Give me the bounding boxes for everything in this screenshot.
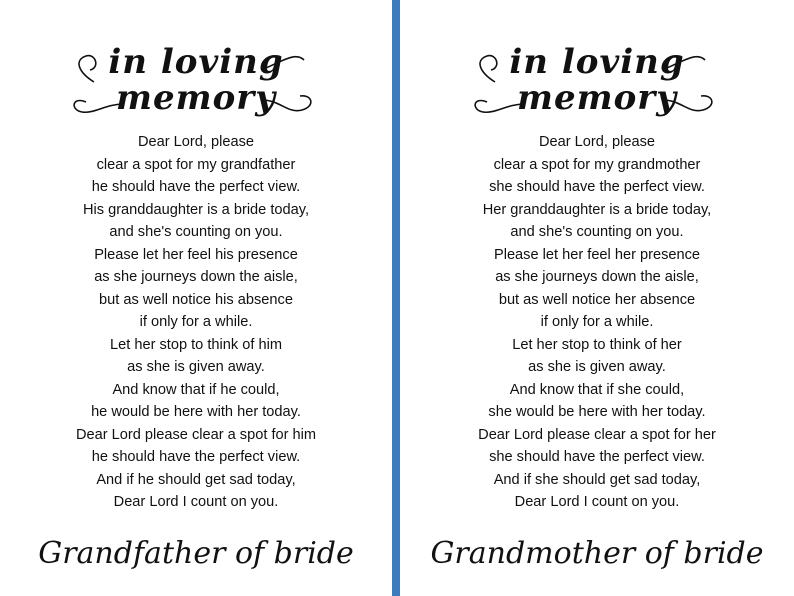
poem-line: His granddaughter is a bride today, — [82, 201, 310, 218]
poem-line: And know that if he could, — [112, 381, 280, 398]
poem-line: Please let her feel his presence — [94, 246, 298, 263]
poem-line: she should have the perfect view. — [489, 449, 705, 465]
poem-line: he should have the perfect view. — [91, 449, 301, 465]
poem-line: Let her stop to think of him — [110, 336, 282, 353]
card-grandfather — [0, 0, 392, 596]
signature: Grandfather of bride — [38, 536, 354, 571]
in-loving-memory-header — [467, 38, 727, 128]
signature: Grandmother of bride — [430, 536, 764, 571]
poem-line: as she journeys down the aisle, — [94, 269, 298, 285]
poem — [0, 131, 392, 514]
poem-line: Dear Lord I count on you. — [113, 494, 279, 510]
poem-line: but as well notice her absence — [498, 291, 696, 308]
poem-line: Dear Lord please clear a spot for him — [75, 426, 317, 443]
poem-line: if only for a while. — [540, 314, 654, 330]
poem-line: if only for a while. — [139, 314, 253, 330]
poem-line: as she journeys down the aisle, — [495, 269, 699, 285]
poem — [400, 131, 794, 514]
poem-line: And if he should get sad today, — [96, 471, 296, 488]
poem-line: Dear Lord please clear a spot for her — [478, 426, 716, 443]
poem-line: Dear Lord, please — [538, 134, 655, 150]
poem-line: Dear Lord, please — [137, 134, 254, 150]
poem-line: but as well notice his absence — [99, 291, 293, 308]
poem-line: and she's counting on you. — [510, 224, 684, 240]
in-loving-memory-header — [66, 38, 326, 128]
poem-line: And if she should get sad today, — [493, 471, 701, 488]
poem-line: as she is given away. — [127, 359, 265, 375]
poem-line: Her granddaughter is a bride today, — [482, 201, 712, 218]
title-line-1: in loving — [108, 42, 284, 82]
card-grandmother — [400, 0, 794, 596]
poem-line: he would be here with her today. — [91, 404, 301, 420]
title-line-2: memory — [116, 78, 276, 118]
poem-line: And know that if she could, — [509, 381, 685, 398]
divider — [392, 0, 400, 596]
poem-line: she would be here with her today. — [488, 404, 706, 420]
poem-line: clear a spot for my grandfather — [96, 156, 296, 173]
poem-line: he should have the perfect view. — [91, 179, 301, 195]
poem-line: Please let her feel her presence — [493, 246, 701, 263]
title-line-2: memory — [517, 78, 677, 118]
poem-line: Dear Lord I count on you. — [514, 494, 680, 510]
poem-line: and she's counting on you. — [109, 224, 283, 240]
poem-line: clear a spot for my grandmother — [493, 156, 701, 173]
poem-line: as she is given away. — [528, 359, 666, 375]
poem-line: Let her stop to think of her — [512, 336, 682, 353]
title-line-1: in loving — [509, 42, 685, 82]
poem-line: she should have the perfect view. — [489, 179, 705, 195]
